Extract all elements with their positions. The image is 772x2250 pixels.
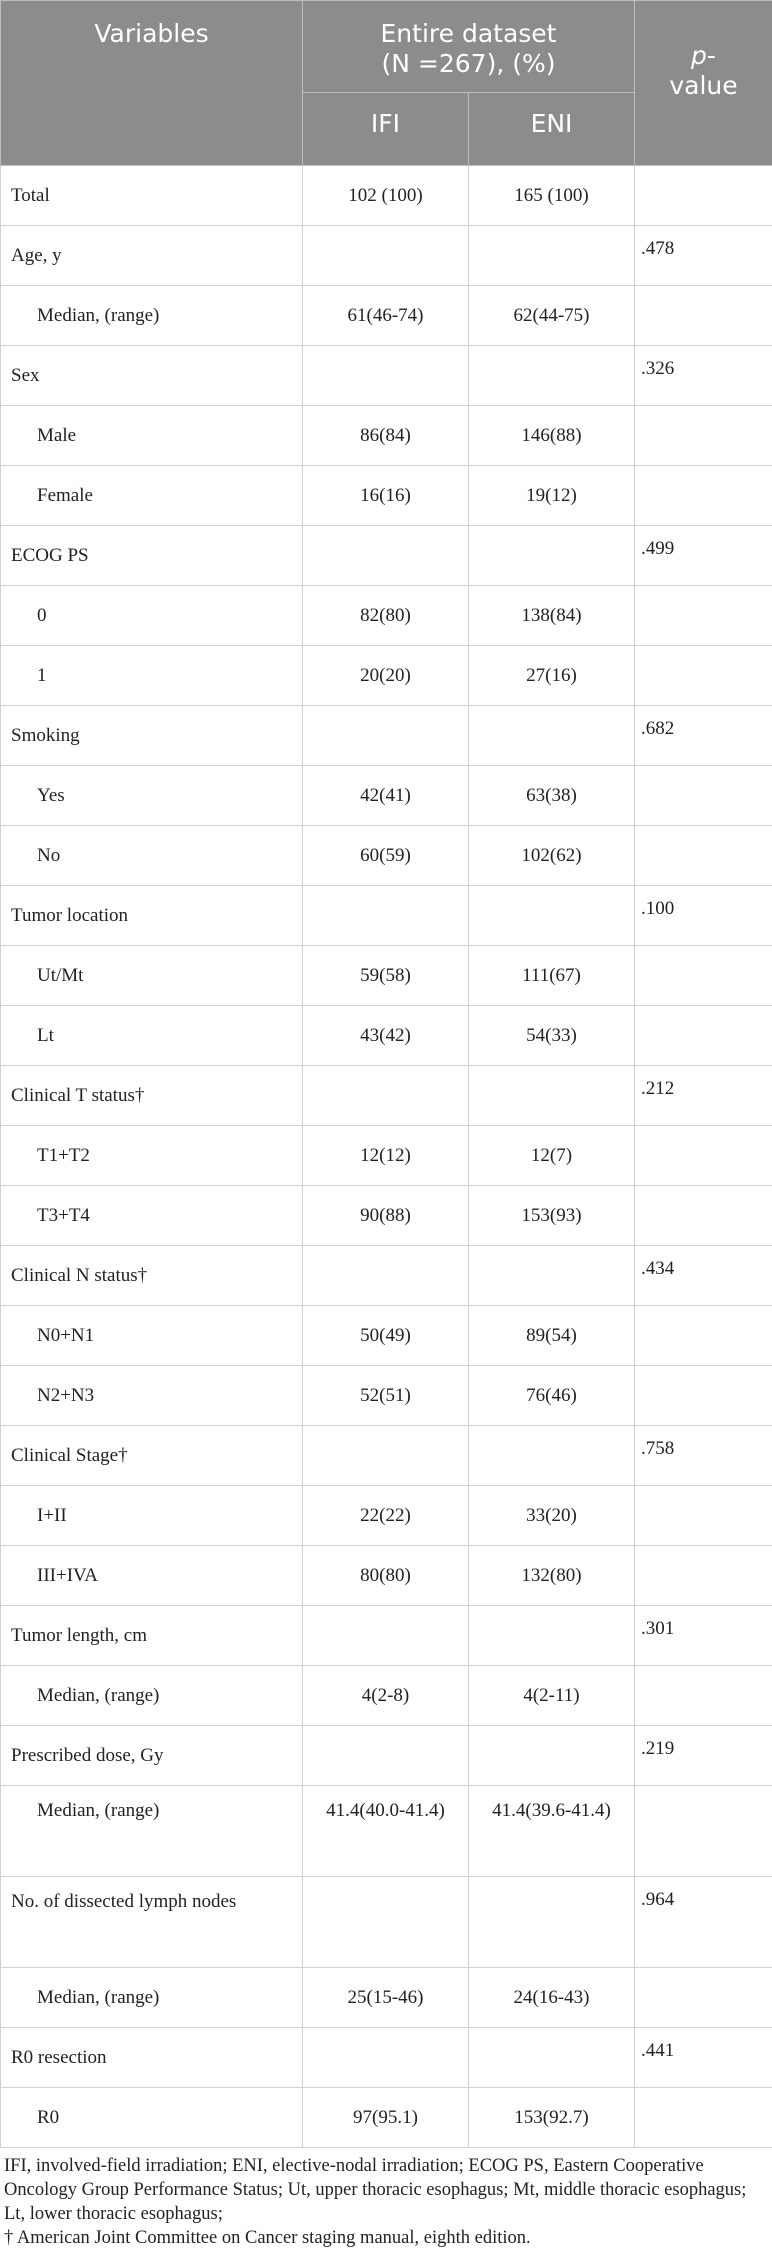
table-row — [1, 1426, 772, 1486]
row-label: Lt — [1, 1006, 303, 1066]
table-row — [1, 646, 772, 706]
cell-eni: 19(12) — [469, 466, 635, 526]
cell-ifi: 16(16) — [303, 466, 469, 526]
cell-ifi: 22(22) — [303, 1486, 469, 1546]
cell-ifi: 61(46-74) — [303, 286, 469, 346]
cell-ifi — [303, 1726, 469, 1786]
row-label: Median, (range) — [1, 1968, 303, 2028]
cell-p-value — [635, 1126, 772, 1186]
header-entire-line1: Entire dataset — [381, 19, 557, 48]
cell-ifi: 102 (100) — [303, 166, 469, 226]
table-row — [1, 1786, 772, 1877]
cell-ifi — [303, 886, 469, 946]
cell-eni: 12(7) — [469, 1126, 635, 1186]
row-label: Yes — [1, 766, 303, 826]
table-row — [1, 826, 772, 886]
cell-eni: 63(38) — [469, 766, 635, 826]
row-label: I+II — [1, 1486, 303, 1546]
table-row — [1, 406, 772, 466]
header-p-value — [635, 1, 772, 166]
table-footnotes — [0, 2148, 770, 2250]
cell-eni: 153(93) — [469, 1186, 635, 1246]
cell-p-value: .478 — [635, 226, 772, 286]
cell-p-value — [635, 1786, 772, 1877]
table-row — [1, 1066, 772, 1126]
cell-ifi: 52(51) — [303, 1366, 469, 1426]
table-row — [1, 286, 772, 346]
row-label: Clinical Stage† — [1, 1426, 303, 1486]
cell-p-value — [635, 946, 772, 1006]
row-label: Prescribed dose, Gy — [1, 1726, 303, 1786]
cell-eni: 24(16-43) — [469, 1968, 635, 2028]
cell-p-value: .219 — [635, 1726, 772, 1786]
row-label: Median, (range) — [1, 1666, 303, 1726]
table-row — [1, 526, 772, 586]
cell-ifi: 43(42) — [303, 1006, 469, 1066]
cell-p-value: .441 — [635, 2028, 772, 2088]
cell-ifi: 25(15-46) — [303, 1968, 469, 2028]
cell-ifi: 86(84) — [303, 406, 469, 466]
cell-eni: 102(62) — [469, 826, 635, 886]
table-row — [1, 1726, 772, 1786]
cell-p-value: .212 — [635, 1066, 772, 1126]
row-label: N2+N3 — [1, 1366, 303, 1426]
cell-ifi — [303, 526, 469, 586]
cell-p-value — [635, 646, 772, 706]
table-row — [1, 706, 772, 766]
cell-ifi — [303, 2028, 469, 2088]
cell-ifi: 90(88) — [303, 1186, 469, 1246]
cell-eni: 27(16) — [469, 646, 635, 706]
row-label: T1+T2 — [1, 1126, 303, 1186]
cell-eni: 111(67) — [469, 946, 635, 1006]
cell-p-value — [635, 586, 772, 646]
cell-ifi — [303, 1426, 469, 1486]
cell-p-value — [635, 1006, 772, 1066]
header-p-italic: p — [691, 41, 707, 70]
cell-p-value: .326 — [635, 346, 772, 406]
footnote-dagger: † American Joint Committee on Cancer staging manual, eighth edition. — [4, 2226, 770, 2250]
table-row — [1, 1306, 772, 1366]
row-label: T3+T4 — [1, 1186, 303, 1246]
row-label: Median, (range) — [1, 286, 303, 346]
cell-p-value: .758 — [635, 1426, 772, 1486]
cell-p-value: .964 — [635, 1877, 772, 1968]
table-row — [1, 1366, 772, 1426]
cell-ifi — [303, 1877, 469, 1968]
row-label: Male — [1, 406, 303, 466]
table-row — [1, 2028, 772, 2088]
cell-p-value — [635, 1486, 772, 1546]
cell-p-value: .301 — [635, 1606, 772, 1666]
table-row — [1, 2088, 772, 2148]
cell-eni — [469, 1246, 635, 1306]
cell-p-value — [635, 766, 772, 826]
row-label: ECOG PS — [1, 526, 303, 586]
cell-ifi — [303, 346, 469, 406]
row-label: 1 — [1, 646, 303, 706]
cell-ifi — [303, 1246, 469, 1306]
table-row — [1, 226, 772, 286]
cell-ifi: 80(80) — [303, 1546, 469, 1606]
cell-p-value — [635, 286, 772, 346]
cell-eni — [469, 1606, 635, 1666]
table-row — [1, 1877, 772, 1968]
row-label: Clinical N status† — [1, 1246, 303, 1306]
cell-p-value: .434 — [635, 1246, 772, 1306]
cell-eni: 33(20) — [469, 1486, 635, 1546]
table-row — [1, 1186, 772, 1246]
header-eni: ENI — [469, 93, 635, 166]
footnote-abbreviations: IFI, involved-field irradiation; ENI, elective-nodal irradiation; ECOG PS, Eastern Cooperative Oncology Group Performance Status; Ut, upper thoracic esophagus; Mt, middle thoracic esophagus; Lt, lower thoracic esophagus; — [4, 2154, 770, 2226]
row-label: N0+N1 — [1, 1306, 303, 1366]
cell-p-value — [635, 466, 772, 526]
row-label: Smoking — [1, 706, 303, 766]
row-label: Clinical T status† — [1, 1066, 303, 1126]
cell-p-value: .682 — [635, 706, 772, 766]
cell-p-value — [635, 1968, 772, 2028]
cell-p-value — [635, 166, 772, 226]
cell-eni: 165 (100) — [469, 166, 635, 226]
header-entire-line2: (N =267), (%) — [382, 49, 556, 78]
cell-eni — [469, 886, 635, 946]
row-label: No — [1, 826, 303, 886]
row-label: Female — [1, 466, 303, 526]
table-header — [1, 1, 772, 166]
cell-eni — [469, 706, 635, 766]
cell-ifi: 59(58) — [303, 946, 469, 1006]
cell-eni — [469, 346, 635, 406]
cell-ifi: 50(49) — [303, 1306, 469, 1366]
cell-eni — [469, 1726, 635, 1786]
cell-ifi — [303, 1606, 469, 1666]
cell-ifi: 41.4(40.0-41.4) — [303, 1786, 469, 1877]
table-row — [1, 1006, 772, 1066]
cell-ifi: 12(12) — [303, 1126, 469, 1186]
table-row — [1, 346, 772, 406]
cell-eni: 146(88) — [469, 406, 635, 466]
header-p-value-word: value — [669, 71, 737, 100]
row-label: Median, (range) — [1, 1786, 303, 1877]
cell-eni: 62(44-75) — [469, 286, 635, 346]
cell-ifi — [303, 1066, 469, 1126]
row-label: 0 — [1, 586, 303, 646]
cell-eni: 54(33) — [469, 1006, 635, 1066]
row-label: Age, y — [1, 226, 303, 286]
cell-eni — [469, 1426, 635, 1486]
cell-eni: 153(92.7) — [469, 2088, 635, 2148]
row-label: R0 — [1, 2088, 303, 2148]
cell-eni: 41.4(39.6-41.4) — [469, 1786, 635, 1877]
header-p-dash: - — [707, 41, 716, 70]
row-label: Tumor location — [1, 886, 303, 946]
cell-eni: 4(2-11) — [469, 1666, 635, 1726]
table-row — [1, 1246, 772, 1306]
cell-eni: 76(46) — [469, 1366, 635, 1426]
row-label: R0 resection — [1, 2028, 303, 2088]
cell-ifi: 42(41) — [303, 766, 469, 826]
cell-eni — [469, 226, 635, 286]
table-row — [1, 1666, 772, 1726]
table-row — [1, 766, 772, 826]
cell-p-value — [635, 1366, 772, 1426]
cell-p-value — [635, 826, 772, 886]
row-label: Ut/Mt — [1, 946, 303, 1006]
header-entire-dataset — [303, 1, 635, 93]
cell-p-value — [635, 1186, 772, 1246]
table-row — [1, 886, 772, 946]
row-label: No. of dissected lymph nodes — [1, 1877, 303, 1968]
header-ifi: IFI — [303, 93, 469, 166]
table-row — [1, 1546, 772, 1606]
table-row — [1, 946, 772, 1006]
header-variables: Variables — [1, 1, 303, 166]
cell-eni: 138(84) — [469, 586, 635, 646]
cell-eni — [469, 1877, 635, 1968]
table-row — [1, 1126, 772, 1186]
cell-eni: 89(54) — [469, 1306, 635, 1366]
cell-p-value — [635, 1546, 772, 1606]
table-row — [1, 466, 772, 526]
cell-ifi: 82(80) — [303, 586, 469, 646]
cell-p-value: .100 — [635, 886, 772, 946]
table-row — [1, 586, 772, 646]
table-row — [1, 1968, 772, 2028]
table-row — [1, 1606, 772, 1666]
cell-ifi: 60(59) — [303, 826, 469, 886]
cell-p-value: .499 — [635, 526, 772, 586]
cell-p-value — [635, 2088, 772, 2148]
table-body — [1, 166, 772, 2148]
row-label: Tumor length, cm — [1, 1606, 303, 1666]
cell-eni — [469, 2028, 635, 2088]
row-label: Sex — [1, 346, 303, 406]
cell-p-value — [635, 1666, 772, 1726]
cell-p-value — [635, 1306, 772, 1366]
cell-eni — [469, 526, 635, 586]
table-row — [1, 1486, 772, 1546]
row-label: III+IVA — [1, 1546, 303, 1606]
cell-ifi — [303, 226, 469, 286]
cell-eni: 132(80) — [469, 1546, 635, 1606]
cell-ifi — [303, 706, 469, 766]
cell-ifi: 20(20) — [303, 646, 469, 706]
cell-p-value — [635, 406, 772, 466]
table-row — [1, 166, 772, 226]
cell-ifi: 4(2-8) — [303, 1666, 469, 1726]
cell-eni — [469, 1066, 635, 1126]
row-label: Total — [1, 166, 303, 226]
cell-ifi: 97(95.1) — [303, 2088, 469, 2148]
